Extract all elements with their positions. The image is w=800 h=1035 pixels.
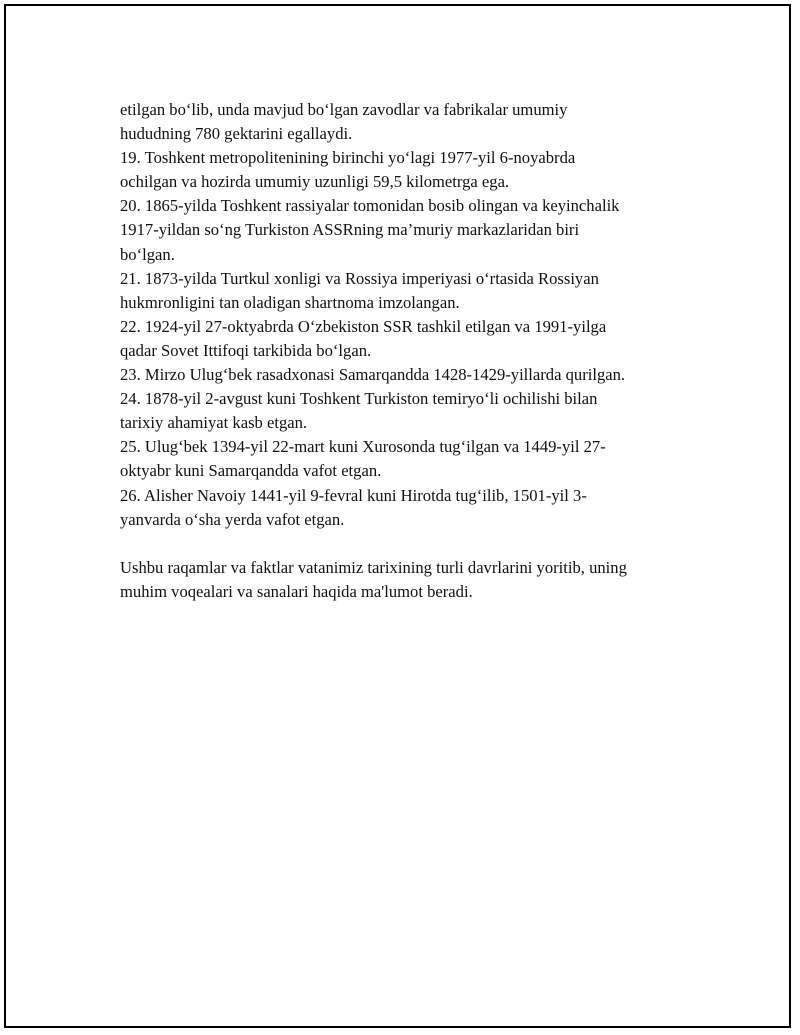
list-item-22: 22. 1924-yil 27-oktyabrda O‘zbekiston SSR tashkil etilgan va 1991-yilga (120, 316, 607, 336)
list-item-25: 25. Ulug‘bek 1394-yil 22-mart kuni Xurosonda tug‘ilgan va 1449-yil 27- (120, 437, 606, 457)
text-line: ochilgan va hozirda umumiy uzunligi 59,5 kilometrga ega. (120, 172, 510, 192)
list-item-24: 24. 1878-yil 2-avgust kuni Toshkent Turkiston temiryo‘li ochilishi bilan (120, 389, 598, 409)
text-line: hududning 780 gektarini egallaydi. (120, 124, 353, 144)
text-line: tarixiy ahamiyat kasb etgan. (120, 413, 308, 433)
text-line: hukmronligini tan oladigan shartnoma imzolangan. (120, 292, 460, 312)
list-item-20: 20. 1865-yilda Toshkent rassiyalar tomonidan bosib olingan va keyinchalik (120, 196, 620, 216)
text-line: yanvarda o‘sha yerda vafot etgan. (120, 509, 345, 529)
text-line: bo‘lgan. (120, 244, 175, 264)
text-line: etilgan bo‘lib, unda mavjud bo‘lgan zavodlar va fabrikalar umumiy (120, 100, 568, 119)
document-page (4, 4, 791, 1028)
document-body (120, 98, 700, 604)
list-item-26: 26. Alisher Navoiy 1441-yil 9-fevral kuni Hirotda tug‘ilib, 1501-yil 3- (120, 485, 587, 505)
list-item-21: 21. 1873-yilda Turtkul xonligi va Rossiya imperiyasi o‘rtasida Rossiyan (120, 268, 599, 288)
list-item-23: 23. Mirzo Ulug‘bek rasadxonasi Samarqandda 1428-1429-yillarda qurilgan. (120, 365, 626, 385)
text-line: oktyabr kuni Samarqandda vafot etgan. (120, 461, 382, 481)
text-line: qadar Sovet Ittifoqi tarkibida bo‘lgan. (120, 340, 372, 360)
list-item-19: 19. Toshkent metropolitenining birinchi yo‘lagi 1977-yil 6-noyabrda (120, 148, 576, 168)
paragraph-gap (120, 532, 700, 556)
text-line: 1917-yildan so‘ng Turkiston ASSRning ma’muriy markazlaridan biri (120, 220, 580, 240)
closing-line: muhim voqealari va sanalari haqida ma'lumot beradi. (120, 581, 473, 601)
closing-line: Ushbu raqamlar va faktlar vatanimiz tarixining turli davrlarini yoritib, uning (120, 557, 627, 577)
